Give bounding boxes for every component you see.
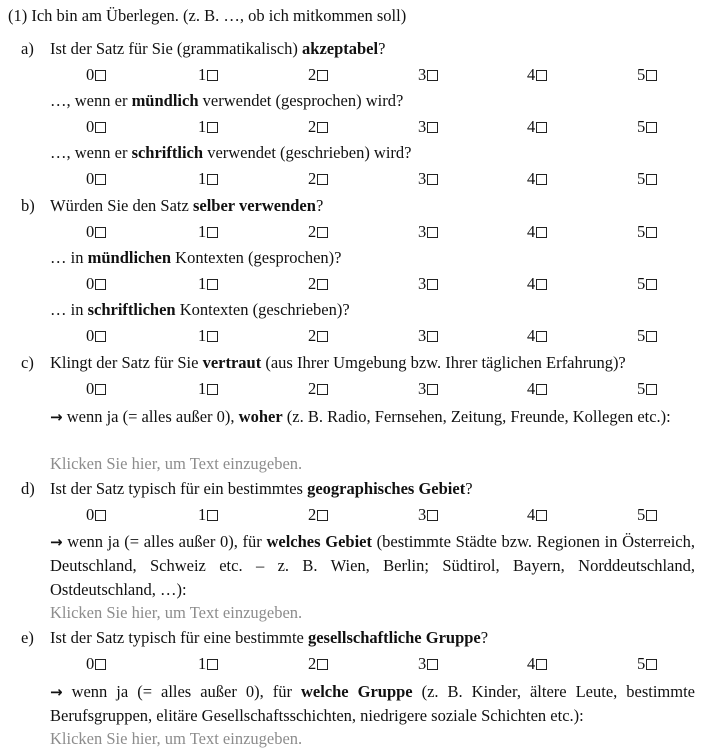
checkbox-icon[interactable] [536,331,547,342]
rating-option-0[interactable] [86,274,106,294]
rating-number: 0 [86,326,95,345]
rating-number: 5 [637,169,646,188]
checkbox-icon[interactable] [536,70,547,81]
rating-number: 4 [527,654,536,673]
rating-option-4[interactable] [527,326,547,346]
rating-number: 1 [198,117,207,136]
question-a-1: Ist der Satz für Sie (grammatikalisch) akzeptabel? [50,39,386,58]
checkbox-icon[interactable] [427,510,438,521]
rating-option-4[interactable] [527,65,547,85]
section-label-d: d) [21,479,35,498]
checkbox-icon[interactable] [646,659,657,670]
rating-option-1[interactable] [198,326,218,346]
rating-number: 5 [637,65,646,84]
rating-option-0[interactable] [86,654,106,674]
rating-number: 4 [527,169,536,188]
text-input-placeholder-e[interactable]: Klicken Sie hier, um Text einzugeben. [50,729,303,748]
checkbox-icon[interactable] [427,122,438,133]
rating-option-2[interactable] [308,379,328,399]
rating-option-2[interactable] [308,117,328,137]
rating-option-3[interactable] [418,274,438,294]
followup-c: → wenn ja (= alles außer 0), woher (z. B. Radio, Fernsehen, Zeitung, Freunde, Kollegen etc.): [50,407,671,426]
rating-number: 4 [527,274,536,293]
rating-option-5[interactable] [637,379,657,399]
checkbox-icon[interactable] [646,279,657,290]
rating-number: 5 [637,654,646,673]
checkbox-icon[interactable] [427,174,438,185]
checkbox-icon[interactable] [95,659,106,670]
checkbox-icon[interactable] [536,510,547,521]
rating-row-b-1 [0,222,727,242]
rating-option-1[interactable] [198,169,218,189]
rating-number: 0 [86,505,95,524]
rating-option-4[interactable] [527,274,547,294]
checkbox-icon[interactable] [207,122,218,133]
rating-row-e-1 [0,654,727,674]
checkbox-icon[interactable] [317,174,328,185]
rating-option-2[interactable] [308,654,328,674]
rating-number: 2 [308,654,317,673]
question-b-3: … in schriftlichen Kontexten (geschrieben)? [50,300,350,319]
rating-option-4[interactable] [527,379,547,399]
question-b-1: Würden Sie den Satz selber verwenden? [50,196,324,215]
checkbox-icon[interactable] [317,227,328,238]
rating-option-4[interactable] [527,169,547,189]
checkbox-icon[interactable] [427,659,438,670]
checkbox-icon[interactable] [317,70,328,81]
checkbox-icon[interactable] [427,384,438,395]
rating-option-5[interactable] [637,222,657,242]
rating-option-2[interactable] [308,222,328,242]
rating-option-3[interactable] [418,222,438,242]
question-a-3: …, wenn er schriftlich verwendet (geschrieben) wird? [50,143,412,162]
checkbox-icon[interactable] [207,384,218,395]
rating-option-0[interactable] [86,326,106,346]
rating-number: 5 [637,326,646,345]
rating-row-c-1 [0,379,727,399]
question-title: (1) Ich bin am Überlegen. (z. B. …, ob ich mitkommen soll) [8,6,407,25]
rating-number: 2 [308,274,317,293]
rating-option-5[interactable] [637,326,657,346]
rating-number: 1 [198,222,207,241]
followup-e: → wenn ja (= alles außer 0), für welche Gruppe (z. B. Kinder, ältere Leute, bestimmte Berufsgruppen, elitäre Gesellschaftsschichten, niedrigere soziale Schichten etc.): [50,682,695,725]
checkbox-icon[interactable] [536,174,547,185]
checkbox-icon[interactable] [95,279,106,290]
rating-option-4[interactable] [527,117,547,137]
section-label-c: c) [21,353,34,372]
rating-option-3[interactable] [418,169,438,189]
arrow-right-icon: → [50,408,63,426]
rating-number: 4 [527,65,536,84]
rating-option-2[interactable] [308,169,328,189]
checkbox-icon[interactable] [646,70,657,81]
rating-option-4[interactable] [527,505,547,525]
checkbox-icon[interactable] [646,384,657,395]
checkbox-icon[interactable] [207,227,218,238]
checkbox-icon[interactable] [427,279,438,290]
rating-number: 2 [308,65,317,84]
rating-row-a-2 [0,117,727,137]
rating-option-1[interactable] [198,274,218,294]
rating-option-1[interactable] [198,222,218,242]
rating-number: 3 [418,222,427,241]
rating-number: 3 [418,505,427,524]
rating-number: 4 [527,222,536,241]
rating-option-0[interactable] [86,505,106,525]
rating-option-1[interactable] [198,65,218,85]
rating-option-0[interactable] [86,169,106,189]
rating-number: 5 [637,117,646,136]
rating-number: 1 [198,65,207,84]
checkbox-icon[interactable] [317,384,328,395]
followup-d: → wenn ja (= alles außer 0), für welches Gebiet (bestimmte Städte bzw. Regionen in Österreich, Deutschland, Schweiz etc. – z. B. Wien, Berlin; Südtirol, Bayern, Norddeutschland, Ostdeutschland, …): [50,532,696,599]
text-input-placeholder-c[interactable]: Klicken Sie hier, um Text einzugeben. [50,454,303,473]
rating-row-a-3 [0,169,727,189]
checkbox-icon[interactable] [427,227,438,238]
rating-row-b-2 [0,274,727,294]
question-c-1: Klingt der Satz für Sie vertraut (aus Ihrer Umgebung bzw. Ihrer täglichen Erfahrung)? [50,353,626,372]
rating-option-3[interactable] [418,117,438,137]
rating-option-3[interactable] [418,379,438,399]
rating-row-a-1 [0,65,727,85]
checkbox-icon[interactable] [646,227,657,238]
arrow-right-icon: → [50,683,63,701]
checkbox-icon[interactable] [95,227,106,238]
rating-option-1[interactable] [198,117,218,137]
rating-number: 3 [418,654,427,673]
rating-number: 1 [198,326,207,345]
rating-number: 2 [308,169,317,188]
rating-option-2[interactable] [308,274,328,294]
rating-row-d-1 [0,505,727,525]
rating-number: 3 [418,117,427,136]
rating-option-3[interactable] [418,654,438,674]
rating-option-0[interactable] [86,117,106,137]
checkbox-icon[interactable] [207,174,218,185]
checkbox-icon[interactable] [95,122,106,133]
rating-option-5[interactable] [637,169,657,189]
rating-option-1[interactable] [198,505,218,525]
arrow-right-icon: → [50,533,63,551]
rating-number: 1 [198,505,207,524]
checkbox-icon[interactable] [536,227,547,238]
rating-number: 0 [86,274,95,293]
rating-option-1[interactable] [198,654,218,674]
rating-option-4[interactable] [527,654,547,674]
question-e-1: Ist der Satz typisch für eine bestimmte gesellschaftliche Gruppe? [50,628,489,647]
rating-number: 4 [527,505,536,524]
rating-number: 5 [637,222,646,241]
checkbox-icon[interactable] [95,174,106,185]
question-a-2: …, wenn er mündlich verwendet (gesprochen) wird? [50,91,404,110]
checkbox-icon[interactable] [317,122,328,133]
checkbox-icon[interactable] [95,384,106,395]
checkbox-icon[interactable] [207,279,218,290]
section-label-a: a) [21,39,34,58]
rating-number: 0 [86,654,95,673]
rating-option-0[interactable] [86,222,106,242]
rating-number: 4 [527,379,536,398]
rating-number: 1 [198,274,207,293]
checkbox-icon[interactable] [536,384,547,395]
rating-number: 3 [418,169,427,188]
checkbox-icon[interactable] [207,70,218,81]
rating-option-0[interactable] [86,379,106,399]
checkbox-icon[interactable] [536,279,547,290]
rating-number: 0 [86,65,95,84]
checkbox-icon[interactable] [536,659,547,670]
rating-number: 2 [308,326,317,345]
checkbox-icon[interactable] [427,331,438,342]
section-label-e: e) [21,628,34,647]
rating-option-3[interactable] [418,505,438,525]
checkbox-icon[interactable] [646,331,657,342]
rating-option-0[interactable] [86,65,106,85]
question-b-2: … in mündlichen Kontexten (gesprochen)? [50,248,342,267]
rating-option-2[interactable] [308,326,328,346]
rating-number: 4 [527,117,536,136]
rating-option-3[interactable] [418,65,438,85]
rating-option-4[interactable] [527,222,547,242]
checkbox-icon[interactable] [317,659,328,670]
checkbox-icon[interactable] [95,331,106,342]
rating-number: 0 [86,117,95,136]
rating-number: 0 [86,222,95,241]
rating-option-5[interactable] [637,654,657,674]
rating-option-3[interactable] [418,326,438,346]
rating-option-5[interactable] [637,65,657,85]
rating-number: 5 [637,379,646,398]
question-d-1: Ist der Satz typisch für ein bestimmtes geographisches Gebiet? [50,479,473,498]
rating-number: 4 [527,326,536,345]
checkbox-icon[interactable] [646,122,657,133]
checkbox-icon[interactable] [646,510,657,521]
rating-number: 2 [308,505,317,524]
rating-number: 0 [86,379,95,398]
rating-number: 0 [86,169,95,188]
rating-row-b-3 [0,326,727,346]
rating-number: 3 [418,326,427,345]
rating-number: 5 [637,505,646,524]
checkbox-icon[interactable] [207,510,218,521]
checkbox-icon[interactable] [95,510,106,521]
checkbox-icon[interactable] [207,659,218,670]
rating-option-2[interactable] [308,505,328,525]
section-label-b: b) [21,196,35,215]
checkbox-icon[interactable] [646,174,657,185]
checkbox-icon[interactable] [207,331,218,342]
checkbox-icon[interactable] [317,279,328,290]
rating-number: 3 [418,379,427,398]
rating-option-5[interactable] [637,274,657,294]
checkbox-icon[interactable] [317,510,328,521]
rating-option-1[interactable] [198,379,218,399]
rating-option-5[interactable] [637,505,657,525]
rating-number: 3 [418,65,427,84]
rating-number: 1 [198,379,207,398]
text-input-placeholder-d[interactable]: Klicken Sie hier, um Text einzugeben. [50,603,303,622]
rating-number: 5 [637,274,646,293]
rating-number: 2 [308,379,317,398]
rating-number: 3 [418,274,427,293]
checkbox-icon[interactable] [427,70,438,81]
rating-number: 2 [308,222,317,241]
rating-number: 2 [308,117,317,136]
rating-number: 1 [198,169,207,188]
checkbox-icon[interactable] [317,331,328,342]
checkbox-icon[interactable] [95,70,106,81]
checkbox-icon[interactable] [536,122,547,133]
rating-option-5[interactable] [637,117,657,137]
rating-option-2[interactable] [308,65,328,85]
rating-number: 1 [198,654,207,673]
